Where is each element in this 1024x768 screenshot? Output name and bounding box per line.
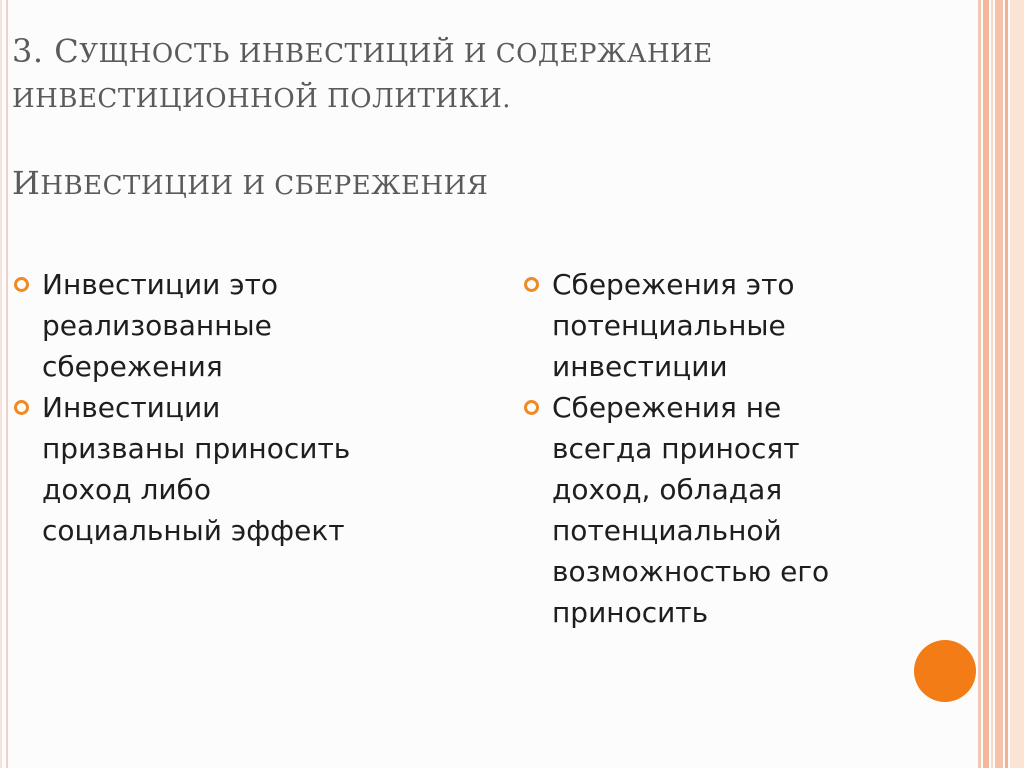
bullet-text: Инвестиции призваны приносить доход либо социальный эффект: [42, 391, 351, 547]
list-item: [12, 387, 432, 551]
ring-bullet-icon: [14, 277, 29, 292]
subtitle-rest: НВЕСТИЦИИ И СБЕРЕЖЕНИЯ: [40, 171, 489, 201]
title-line1-cap: 3. С: [12, 32, 80, 70]
title-line2: ИНВЕСТИЦИОННОЙ ПОЛИТИКИ.: [12, 84, 512, 114]
decor-circle: [914, 640, 976, 702]
right-column: [522, 264, 942, 633]
decor-stripe: [991, 0, 993, 768]
decor-stripe: [995, 0, 1003, 768]
title-line1-rest: УЩНОСТЬ ИНВЕСТИЦИЙ И СОДЕРЖАНИЕ: [79, 39, 713, 69]
ring-bullet-icon: [524, 400, 539, 415]
list-item: [522, 387, 942, 633]
decor-stripe: [983, 0, 989, 768]
title-line1: [12, 32, 713, 70]
bullet-text: Сбережения не всегда приносят доход, обладая потенциальной возможностью его приносить: [552, 391, 830, 629]
bullet-text: Сбережения это потенциальные инвестиции: [552, 268, 795, 383]
slide-subtitle: [12, 164, 488, 202]
left-border-line-outer: [0, 0, 2, 768]
ring-bullet-icon: [524, 277, 539, 292]
bullet-text: Инвестиции это реализованные сбережения: [42, 268, 279, 383]
decor-stripe: [1010, 0, 1024, 768]
slide-title: [12, 30, 952, 120]
left-border-line: [6, 0, 8, 768]
left-column: [12, 264, 432, 551]
decor-stripe: [1005, 0, 1008, 768]
list-item: [12, 264, 432, 387]
subtitle-cap: И: [12, 164, 41, 202]
decor-stripe: [978, 0, 981, 768]
list-item: [522, 264, 942, 387]
ring-bullet-icon: [14, 400, 29, 415]
